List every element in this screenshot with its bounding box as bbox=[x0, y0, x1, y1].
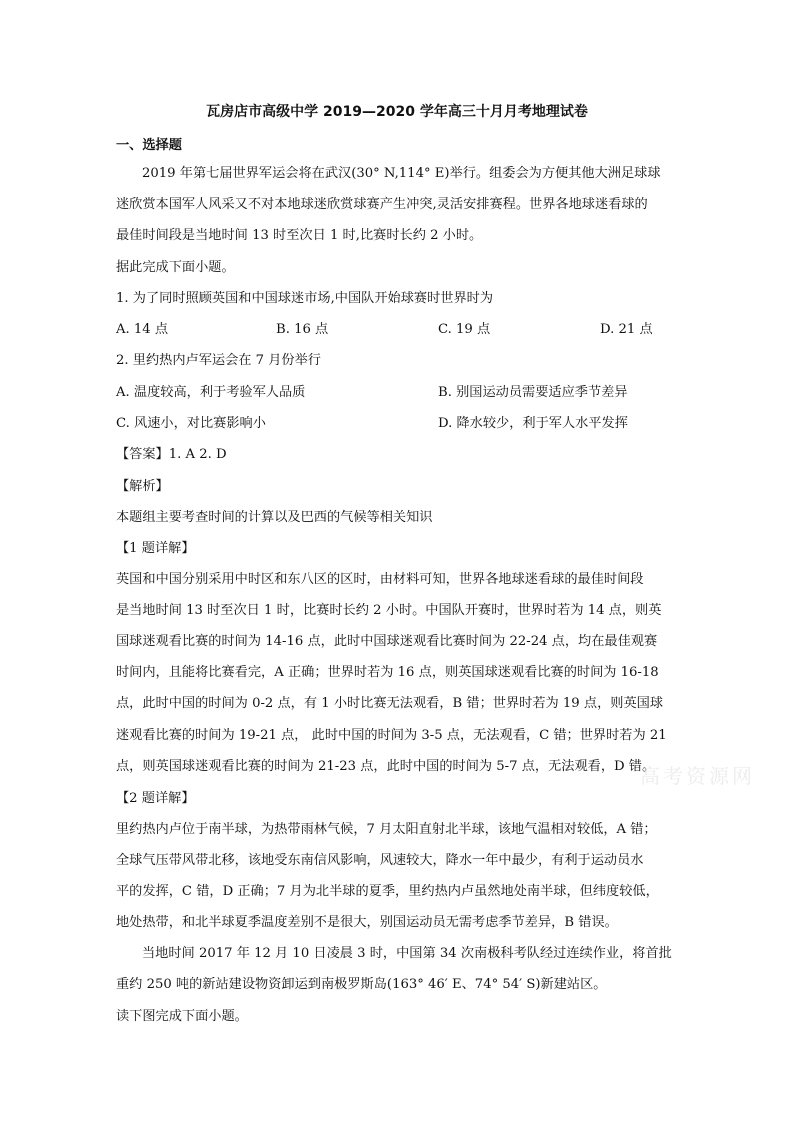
detail-2-line: 里约热内卢位于南半球，为热带雨林气候，7 月太阳直射北半球，该地气温相对较低，A 错； bbox=[116, 822, 657, 837]
detail-1-line: 点，此时中国的时间为 0-2 点，有 1 小时比赛无法观看，B 错；世界时若为 19 点，则英国球 bbox=[116, 696, 664, 711]
question-2-option-d: D. 降水较少，利于军人水平发挥 bbox=[438, 416, 628, 431]
watermark-logo: 高考资源网 bbox=[640, 764, 755, 788]
detail-1-line: 是当地时间 13 时至次日 1 时，比赛时长约 2 小时。中国队开赛时，世界时若为 14 点，则英 bbox=[116, 603, 662, 618]
page-title: 瓦房店市高级中学 2019—2020 学年高三十月月考地理试卷 bbox=[206, 104, 588, 120]
intro-line-3: 最佳时间段是当地时间 13 时至次日 1 时,比赛时长约 2 小时。 bbox=[116, 228, 483, 243]
instruction-text-2: 读下图完成下面小题。 bbox=[116, 1009, 248, 1024]
question-2-option-a: A. 温度较高，利于考验军人品质 bbox=[116, 385, 306, 400]
instruction-text: 据此完成下面小题。 bbox=[116, 260, 235, 275]
question-1-stem: 1. 为了同时照顾英国和中国球迷市场,中国队开始球赛时世界时为 bbox=[116, 291, 494, 306]
intro-line-1: 2019 年第七届世界军运会将在武汉(30° N,114° E)举行。组委会为方便其他大洲足球球 bbox=[142, 166, 661, 181]
detail-2-line: 全球气压带风带北移，该地受东南信风影响，风速较大，降水一年中最少，有利于运动员水 bbox=[116, 853, 644, 868]
question-1-option-d: D. 21 点 bbox=[600, 322, 653, 337]
question-2-stem: 2. 里约热内卢军运会在 7 月份举行 bbox=[116, 353, 321, 368]
analysis-text: 本题组主要考查时间的计算以及巴西的气候等相关知识 bbox=[116, 510, 433, 525]
passage-2-line-1: 当地时间 2017 年 12 月 10 日凌晨 3 时，中国第 34 次南极科考队经过连续作业，将首批 bbox=[142, 946, 672, 961]
question-1-option-a: A. 14 点 bbox=[116, 322, 169, 337]
detail-2-line: 地处热带，和北半球夏季温度差别不是很大，别国运动员无需考虑季节差异，B 错误。 bbox=[116, 915, 618, 930]
question-2-option-b: B. 别国运动员需要适应季节差异 bbox=[438, 385, 628, 400]
detail-1-line: 迷观看比赛的时间为 19-21 点， 此时中国的时间为 3-5 点，无法观看，C 错；世界时若为 21 bbox=[116, 728, 667, 743]
intro-line-2: 迷欣赏本国军人风采又不对本地球迷欣赏球赛产生冲突,灵活安排赛程。世界各地球迷看球的 bbox=[116, 197, 648, 212]
detail-1-line: 点，则英国球迷观看比赛的时间为 21-23 点，此时中国的时间为 5-7 点，无法观看，D 错。 bbox=[116, 759, 656, 774]
question-2-option-c: C. 风速小，对比赛影响小 bbox=[116, 416, 266, 431]
detail-1-line: 英国和中国分别采用中时区和东八区的区时，由材料可知，世界各地球迷看球的最佳时间段 bbox=[116, 572, 644, 587]
analysis-label: 【解析】 bbox=[116, 479, 169, 494]
detail-2-line: 平的发挥，C 错，D 正确；7 月为北半球的夏季，里约热内卢虽然地处南半球，但纬度较低， bbox=[116, 884, 659, 899]
passage-2-line-2: 重约 250 吨的新站建设物资卸运到南极罗斯岛(163° 46′ E、74° 54′ S)新建站区。 bbox=[116, 977, 607, 992]
answer-line: 【答案】1. A 2. D bbox=[116, 447, 227, 462]
detail-1-line: 时间内，且能将比赛看完，A 正确；世界时若为 16 点，则英国球迷观看比赛的时间为 16-18 bbox=[116, 665, 659, 680]
section-heading: 一、选择题 bbox=[116, 138, 182, 153]
detail-1-line: 国球迷观看比赛的时间为 14-16 点，此时中国球迷观看比赛时间为 22-24 点，均在最佳观赛 bbox=[116, 634, 658, 649]
question-1-option-b: B. 16 点 bbox=[276, 322, 329, 337]
detail-1-label: 【1 题详解】 bbox=[116, 541, 195, 556]
detail-2-label: 【2 题详解】 bbox=[116, 791, 195, 806]
question-1-option-c: C. 19 点 bbox=[438, 322, 491, 337]
